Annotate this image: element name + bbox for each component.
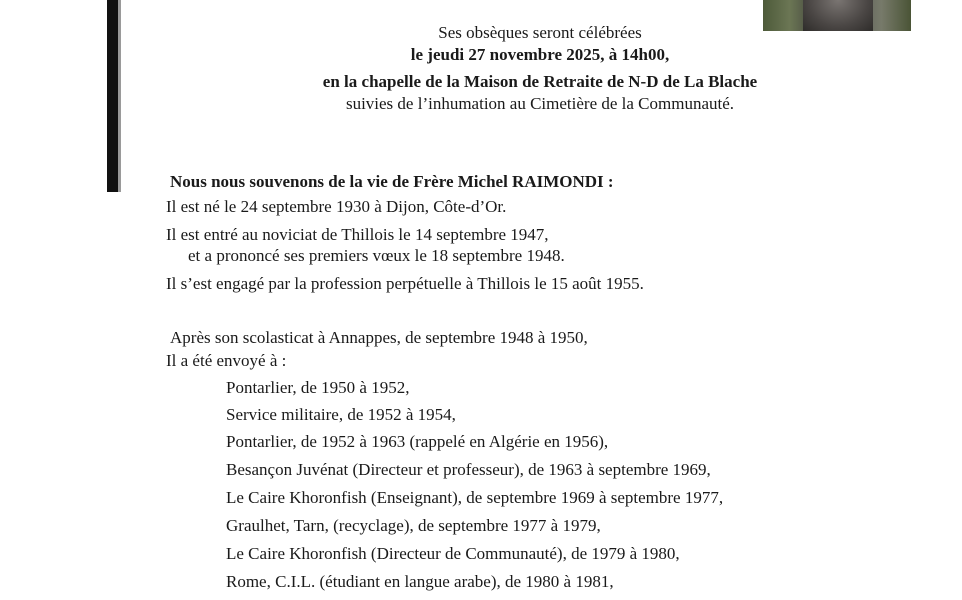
posting-item: Pontarlier, de 1952 à 1963 (rappelé en Algérie en 1956), xyxy=(226,432,609,451)
posting-item: Rome, C.I.L. (étudiant en langue arabe), de 1980 à 1981, xyxy=(226,572,614,591)
life-heading: Nous nous souvenons de la vie de Frère Michel RAIMONDI : xyxy=(170,172,614,191)
life-perpetual-profession: Il s’est engagé par la profession perpétuelle à Thillois le 15 août 1955. xyxy=(166,274,644,293)
cropped-top-text xyxy=(350,0,720,2)
posting-item: Service militaire, de 1952 à 1954, xyxy=(226,405,456,424)
posting-item: Le Caire Khoronfish (Enseignant), de septembre 1969 à septembre 1977, xyxy=(226,488,724,507)
posting-item: Graulhet, Tarn, (recyclage), de septembre 1977 à 1979, xyxy=(226,516,601,535)
posting-item: Besançon Juvénat (Directeur et professeur), de 1963 à septembre 1969, xyxy=(226,460,711,479)
ceremony-burial: suivies de l’inhumation au Cimetière de la Communauté. xyxy=(345,94,735,113)
career-intro: Après son scolasticat à Annappes, de septembre 1948 à 1950, xyxy=(170,328,588,347)
career-sent-to: Il a été envoyé à : xyxy=(166,351,287,370)
frame-left-border xyxy=(107,0,118,192)
frame-left-border-shadow xyxy=(118,0,121,192)
ceremony-date: le jeudi 27 novembre 2025, à 14h00, xyxy=(410,45,670,64)
ceremony-line-1: Ses obsèques seront célébrées xyxy=(438,23,642,42)
posting-item: Le Caire Khoronfish (Directeur de Communauté), de 1979 à 1980, xyxy=(226,544,680,563)
life-born: Il est né le 24 septembre 1930 à Dijon, Côte-d’Or. xyxy=(166,197,507,216)
ceremony-location: en la chapelle de la Maison de Retraite de N-D de La Blache xyxy=(322,72,758,91)
life-novitiate: Il est entré au noviciat de Thillois le 14 septembre 1947, xyxy=(166,225,549,244)
life-first-vows: et a prononcé ses premiers vœux le 18 septembre 1948. xyxy=(188,246,565,265)
posting-item: Pontarlier, de 1950 à 1952, xyxy=(226,378,410,397)
